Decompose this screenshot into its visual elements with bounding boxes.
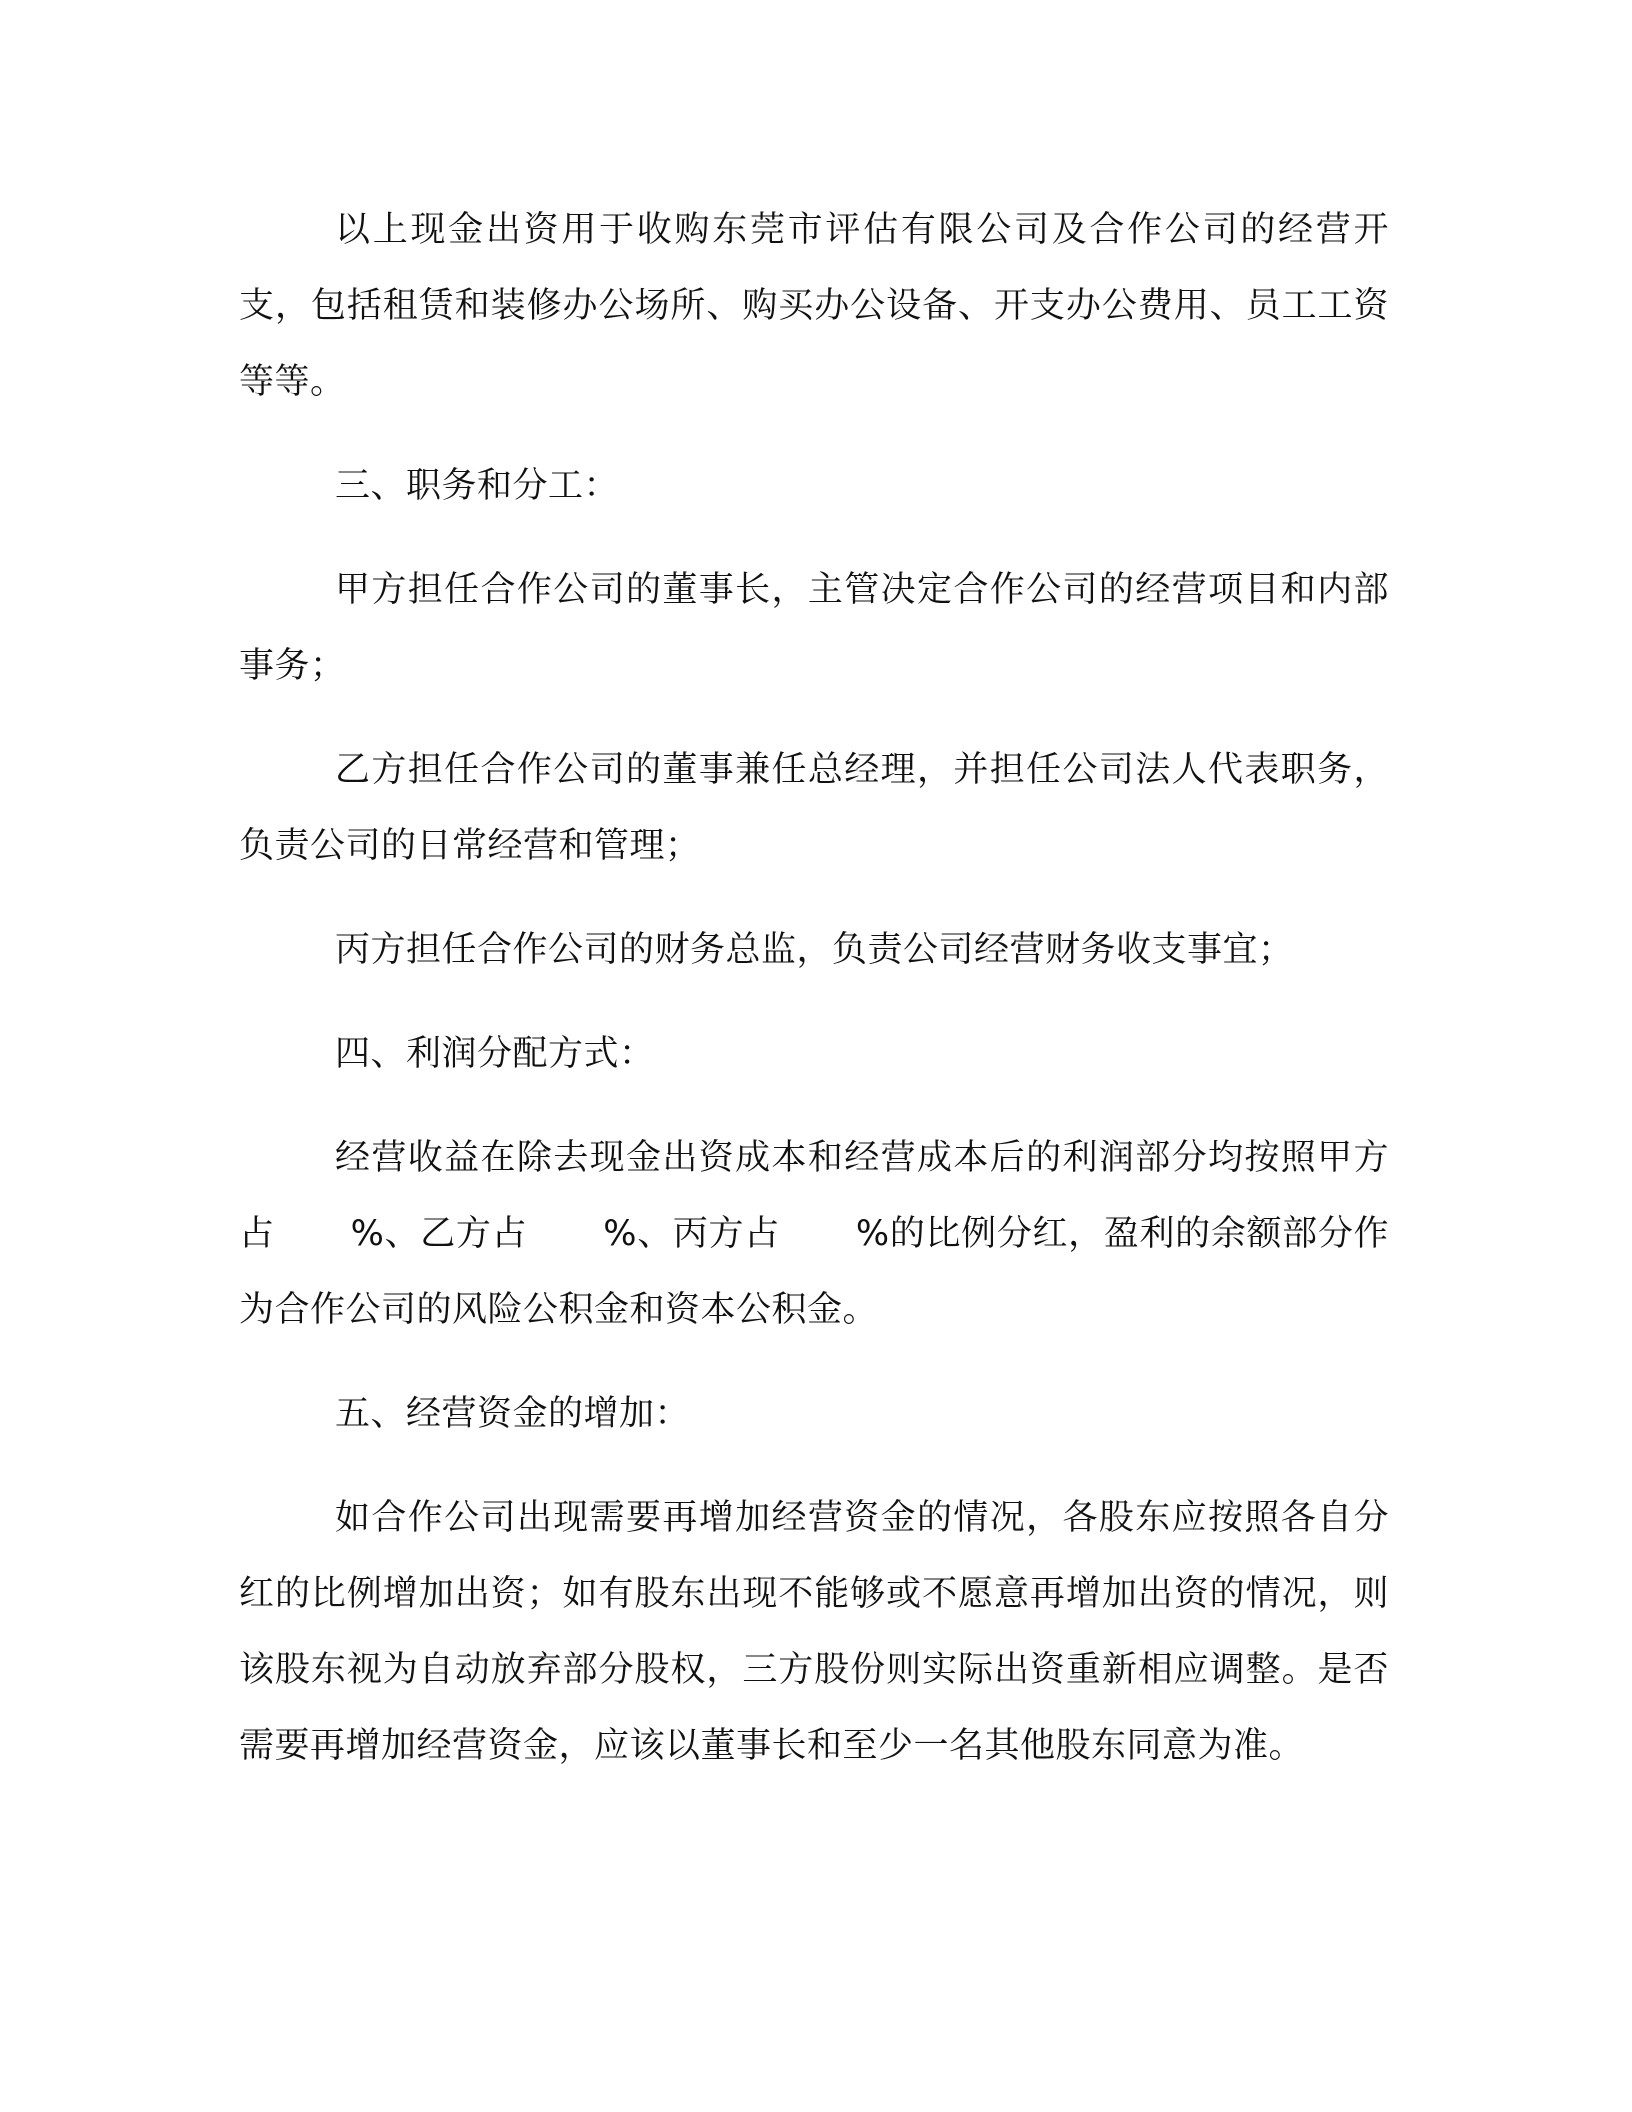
profit-text-part1: 经营收益在除去现金出资成本和经营成本后的利润部分均按照甲方占 <box>239 1138 1389 1254</box>
paragraph-profit-distribution <box>239 1120 1389 1348</box>
document-body <box>239 192 1389 1812</box>
paragraph-capital-increase: 如合作公司出现需要再增加经营资金的情况，各股东应按照各自分红的比例增加出资；如有股东出现不能够或不愿意再增加出资的情况，则该股东视为自动放弃部分股权，三方股份则实际出资重新相应调整。是否需要再增加经营资金，应该以董事长和至少一名其他股东同意为准。 <box>239 1498 1389 1766</box>
paragraph-funds-usage: 以上现金出资用于收购东莞市评估有限公司及合作公司的经营开支，包括租赁和装修办公场所、购买办公设备、开支办公费用、员工工资等等。 <box>239 210 1389 402</box>
section-heading-profit: 四、利润分配方式： <box>335 1034 655 1074</box>
profit-text-part4: %的比例分红，盈利的余额部分作为合作公司的风险公积金和资本公积金。 <box>239 1214 1389 1330</box>
profit-text-part2: %、乙方占 <box>350 1214 528 1254</box>
profit-text-part3: %、丙方占 <box>603 1214 780 1254</box>
section-heading-duties: 三、职务和分工： <box>335 466 620 506</box>
paragraph-party-c-duties: 丙方担任合作公司的财务总监，负责公司经营财务收支事宜； <box>335 930 1294 970</box>
paragraph-party-a-duties: 甲方担任合作公司的董事长，主管决定合作公司的经营项目和内部事务； <box>239 570 1389 686</box>
paragraph-party-b-duties: 乙方担任合作公司的董事兼任总经理，并担任公司法人代表职务，负责公司的日常经营和管理； <box>239 750 1389 866</box>
section-heading-capital: 五、经营资金的增加： <box>335 1394 691 1434</box>
